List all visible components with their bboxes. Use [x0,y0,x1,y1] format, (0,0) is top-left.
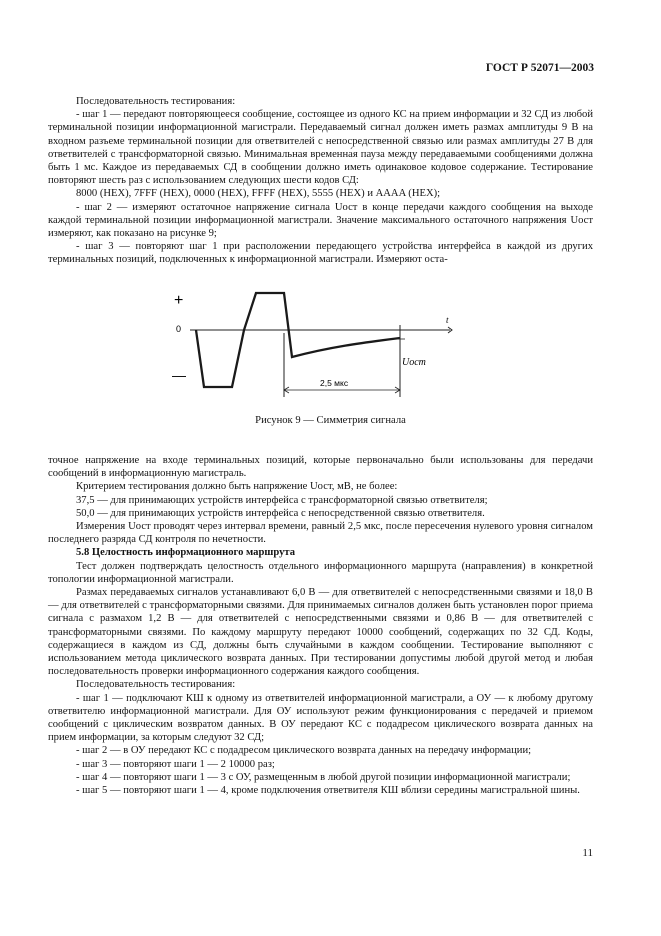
paragraph: - шаг 3 — повторяют шаги 1 — 2 10000 раз; [76,758,275,770]
u-residual-label: Uост [402,357,426,368]
paragraph: 50,0 — для принимающих устройств интерфейса с непосредственной связью ответвителя. [76,507,485,519]
section-heading: 5.8 Целостность информационного маршрута [76,547,295,559]
plus-label: + [174,292,184,309]
paragraph: Последовательность тестирования: [76,679,236,691]
top-text-block [48,95,593,267]
signal-symmetry-figure [160,285,480,400]
paragraph: Последовательность тестирования: [76,96,236,107]
paragraph: - шаг 2 — в ОУ передают КС с подадресом циклического возврата данных на передачу информации; [76,745,532,757]
paragraph: Критерием тестирования должно быть напряжение Uост, мВ, не более: [76,481,398,493]
paragraph: точное напряжение на входе терминальных позиций, которые первоначально были использованы для передачи сообщений в информационную магистраль. [48,455,593,480]
paragraph: Размах передаваемых сигналов устанавливают 6,0 В — для ответвителей с непосредственными связями и 18,0 В — для ответвителей с трансформаторными связями. Для принимаемых сигналов должен быть установлен порог приема сигнала с размахом 1,2 В — для ответвителей с непосредственными связями и 0,86 В — для ответвителей с трансформаторными связями. По каждому маршруту передают 10000 сообщений, содержащих по 32 СД. Коды, содержащиеся в каждом из СД, должны быть случайными в каждом сообщении. Тестирование выполняют с использованием метода циклического возврата данных. При тестировании допустимы любой другой метод и любая последовательность проверки информационного содержания каждого сообщения. [48,587,593,678]
duration-label: 2,5 мкс [320,378,349,388]
paragraph: - шаг 5 — повторяют шаги 1 — 4, кроме подключения ответвителя КШ вблизи середины магистральной шины. [76,785,580,797]
paragraph: - шаг 2 — измеряют остаточное напряжение сигнала Uост в конце передачи каждого сообщения на выходе каждой терминальной позиции информационной магистрали. Значение максимального остаточного напряжения Uост измеряют, как показано на рисунке 9; [48,201,593,240]
paragraph: - шаг 3 — повторяют шаг 1 при расположении передающего устройства интерфейса в каждой из других терминальных позиций, подключенных к информационной магистрали. Измеряют оста- [48,241,593,266]
paragraph: Измерения Uост проводят через интервал времени, равный 2,5 мкс, после пересечения нулевого уровня сигналом последнего разряда СД контроля по нечетности. [48,521,593,546]
paragraph: - шаг 1 — передают повторяющееся сообщение, состоящее из одного КС на прием информации и 32 СД из любой терминальной позиции информационной магистрали. Передаваемый сигнал должен иметь размах амплитуды 9 В на входном разъеме терминальной позиции для ответвителей с непосредственной связью или размах амплитуды 27 В для ответвителей с трансформаторной связью. Минимальная временна́я пауза между передаваемыми сообщениями должна быть 1 мс. Каждое из передаваемых СД в сообщении должно иметь одинаковое кодовое содержание. Тестирование повторяют шесть раз с использованием следующих шести кодов СД: [48,109,593,187]
minus-label: — [172,367,186,383]
paragraph: - шаг 4 — повторяют шаги 1 — 3 с ОУ, размещенным в любой другой позиции информационной магистрали; [76,771,571,783]
bottom-text-block [48,454,593,797]
paragraph: 8000 (HEX), 7FFF (HEX), 0000 (HEX), FFFF (HEX), 5555 (HEX) и AAAA (HEX); [76,188,441,200]
t-label: t [446,315,449,325]
document-header: ГОСТ Р 52071—2003 [485,62,594,74]
page-number: 11 [582,847,593,859]
paragraph: Тест должен подтверждать целостность отдельного информационного маршрута (направления) в конкретной топологии информационной магистрали. [48,560,593,585]
figure-caption: Рисунок 9 — Симметрия сигнала [255,415,406,426]
zero-label: 0 [176,324,182,334]
paragraph: 37,5 — для принимающих устройств интерфейса с трансформаторной связью ответвителя; [76,494,488,506]
paragraph: - шаг 1 — подключают КШ к одному из ответвителей информационной магистрали, а ОУ — к любому другому ответвителю информационной магистрали. Для ОУ используют режим функционирования с передачей и приемом сообщений с циклическим возвратом данных. В ОУ передают КС с подадресом циклического возврата данных на прием информации, за которым следуют 32 СД; [48,692,593,744]
signal-waveform [196,293,400,387]
